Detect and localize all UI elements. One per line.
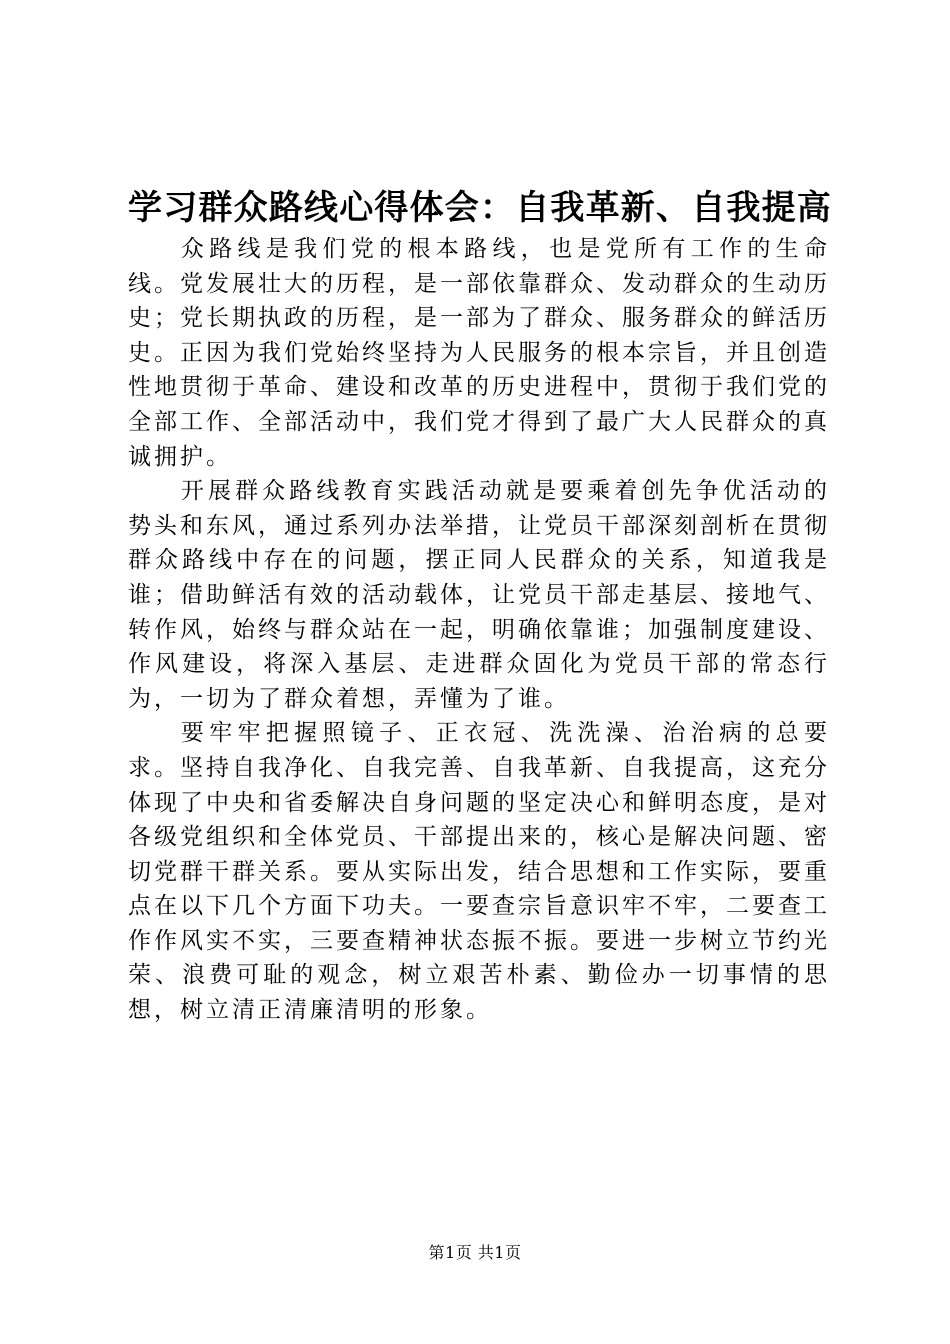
page-footer: 第1页 共1页 [428,1243,522,1262]
document-title: 学习群众路线心得体会：自我革新、自我提高 [128,188,832,228]
paragraph-1: 众路线是我们党的根本路线，也是党所有工作的生命线。党发展壮大的历程，是一部依靠群众、发动群众的生动历史；党长期执政的历程，是一部为了群众、服务群众的鲜活历史。正因为我们党始终坚持为人民服务的根本宗旨，并且创造性地贯彻于革命、建设和改革的历史进程中，贯彻于我们党的全部工作、全部活动中，我们党才得到了最广大人民群众的真诚拥护。 [128,236,830,470]
document-body [128,232,830,1028]
paragraph-2: 开展群众路线教育实践活动就是要乘着创先争优活动的势头和东风，通过系列办法举措，让党员干部深刻剖析在贯彻群众路线中存在的问题，摆正同人民群众的关系，知道我是谁；借助鲜活有效的活动载体，让党员干部走基层、接地气、转作风，始终与群众站在一起，明确依靠谁；加强制度建设、作风建设，将深入基层、走进群众固化为党员干部的常态行为，一切为了群众着想，弄懂为了谁。 [128,478,830,712]
paragraph-3: 要牢牢把握照镜子、正衣冠、洗洗澡、治治病的总要求。坚持自我净化、自我完善、自我革新、自我提高，这充分体现了中央和省委解决自身问题的坚定决心和鲜明态度，是对各级党组织和全体党员、干部提出来的，核心是解决问题、密切党群干群关系。要从实际出发，结合思想和工作实际，要重点在以下几个方面下功夫。一要查宗旨意识牢不牢，二要查工作作风实不实，三要查精神状态振不振。要进一步树立节约光荣、浪费可耻的观念，树立艰苦朴素、勤俭办一切事情的思想，树立清正清廉清明的形象。 [128,720,830,1024]
